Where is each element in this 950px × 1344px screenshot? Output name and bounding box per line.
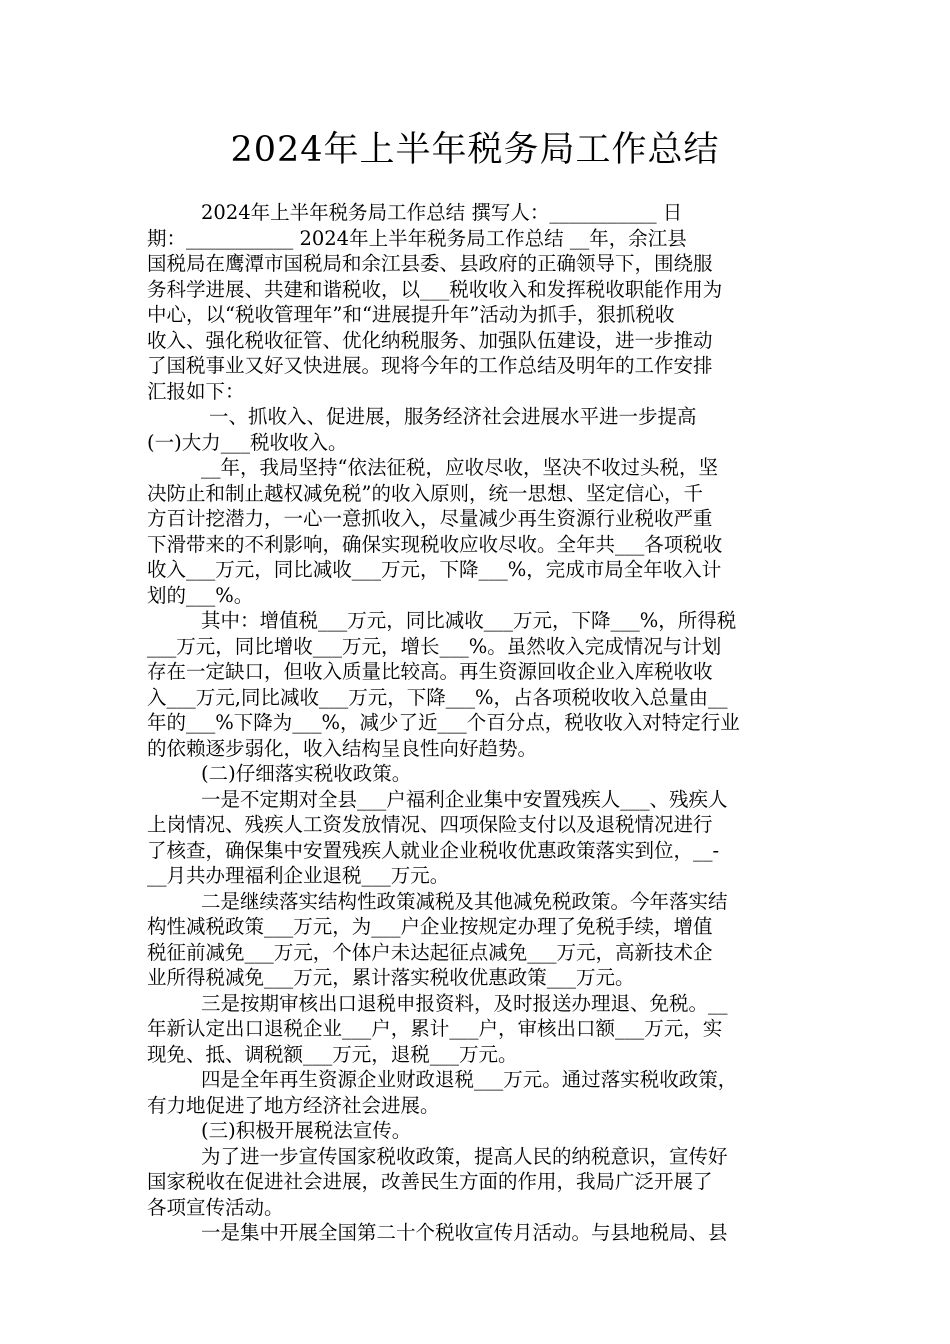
body-line: 了核查，确保集中安置残疾人就业企业税收优惠政策落实到位，__- [147,838,720,862]
body-line: 国家税收在促进社会进展，改善民生方面的作用，我局广泛开展了 [147,1170,713,1193]
subsection-heading: (二)仔细落实税收政策。 [201,762,412,785]
body-line: 国税局在鹰潭市国税局和余江县委、县政府的正确领导下，围绕服 [147,252,713,275]
body-line: 年的___%下降为___%，减少了近___个百分点，税收收入对特定行业 [147,711,740,734]
body-line: 收入、强化税收征管、优化纳税服务、加强队伍建设，进一步推动 [147,328,713,352]
body-line: 中心，以“税收管理年”和“进展提升年”活动为抓手，狠抓税收 [147,303,675,326]
body-line: 汇报如下： [147,379,245,403]
body-line: 2024年上半年税务局工作总结 撰写人：___________ 日 [201,201,683,224]
document-body [147,200,807,1246]
body-line: 有力地促进了地方经济社会进展。 [147,1093,440,1117]
body-line: 存在一定缺口，但收入质量比较高。再生资源回收企业入库税收收 [147,660,713,683]
body-line: 税征前减免___万元，个体户未达起征点减免___万元，高新技术企 [147,940,713,964]
body-line: 收入___万元，同比减收___万元，下降___%，完成市局全年收入计 [147,558,722,581]
body-line: 划的___%。 [147,583,254,607]
document-title: 2024年上半年税务局工作总结 [230,130,720,170]
body-line: 期：___________ 2024年上半年税务局工作总结 __年，余江县 [147,226,687,250]
body-line: 决防止和制止越权减免税”的收入原则，统一思想、坚定信心，千 [147,481,703,505]
body-line: 为了进一步宣传国家税收政策，提高人民的纳税意识，宣传好 [201,1144,728,1168]
body-line: 方百计挖潜力，一心一意抓收入，尽量减少再生资源行业税收严重 [147,507,713,530]
section-heading: 一、抓收入、促进展，服务经济社会进展水平进一步提高 [209,405,697,428]
body-line: 业所得税减免___万元，累计落实税收优惠政策___万元。 [147,966,635,989]
body-line: 上岗情况、残疾人工资发放情况、四项保险支付以及退税情况进行 [147,813,713,836]
body-line: 三是按期审核出口退税申报资料，及时报送办理退、免税。__ [201,991,728,1015]
body-line: 各项宣传活动。 [147,1195,284,1219]
body-line: 年新认定出口退税企业___户，累计___户，审核出口额___万元，实 [147,1017,723,1040]
body-line: 构性减税政策___万元，为___户企业按规定办理了免税手续，增值 [147,915,713,938]
subsection-heading: (一)大力___税收收入。 [147,430,348,454]
body-line: 了国税事业又好又快进展。现将今年的工作总结及明年的工作安排 [147,354,713,377]
body-line: __年，我局坚持“依法征税，应收尽收，坚决不收过头税，坚 [201,456,718,479]
subsection-heading: (三)积极开展税法宣传。 [201,1119,412,1142]
body-line: ___万元，同比增收___万元，增长___%。虽然收入完成情况与计划 [147,634,722,658]
body-line: 现免、抵、调税额___万元，退税___万元。 [147,1042,518,1066]
body-line: __月共办理福利企业退税___万元。 [147,864,450,887]
body-line: 二是继续落实结构性政策减税及其他减免税政策。今年落实结 [201,889,728,913]
body-line: 的依赖逐步弱化，收入结构呈良性向好趋势。 [147,736,538,760]
body-line: 其中：增值税___万元，同比减收___万元，下降___%，所得税 [201,609,737,632]
body-line: 一是不定期对全县___户福利企业集中安置残疾人___、残疾人 [201,787,728,811]
body-line: 四是全年再生资源企业财政退税___万元。通过落实税收政策， [201,1068,738,1091]
body-line: 务科学进展、共建和谐税收，以___税收收入和发挥税收职能作用为 [147,277,723,301]
body-line: 入___万元,同比减收___万元，下降___%，占各项税收收入总量由__ [147,685,728,709]
body-line: 一是集中开展全国第二十个税收宣传月活动。与县地税局、县 [201,1221,728,1244]
body-line: 下滑带来的不利影响，确保实现税收应收尽收。全年共___各项税收 [147,532,723,556]
